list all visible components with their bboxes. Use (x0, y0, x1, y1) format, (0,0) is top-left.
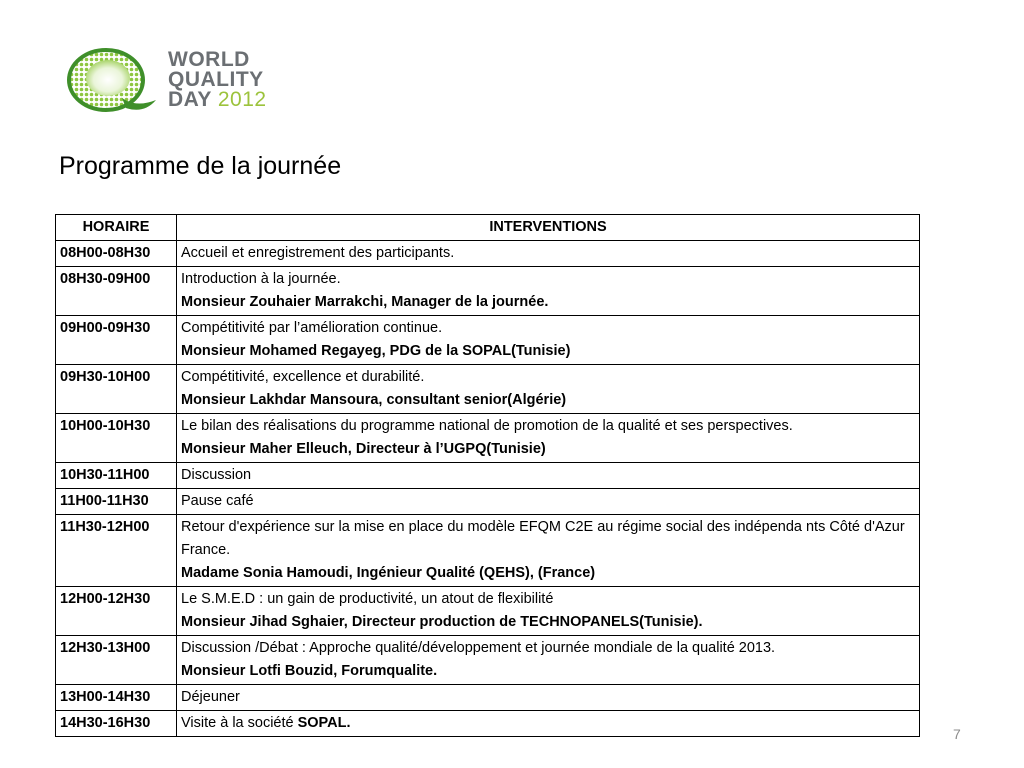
intervention-speaker: Monsieur Jihad Sghaier, Directeur production de TECHNOPANELS(Tunisie). (181, 614, 703, 630)
table-row (56, 267, 920, 316)
globe-q-icon (64, 42, 174, 122)
row-time: 12H00-12H30 (56, 587, 177, 636)
row-intervention (177, 241, 920, 267)
row-time: 10H30-11H00 (56, 463, 177, 489)
table-row (56, 463, 920, 489)
table-row (56, 636, 920, 685)
table-row (56, 711, 920, 737)
intervention-text: Le bilan des réalisations du programme national de promotion de la qualité et ses perspectives. (181, 418, 793, 434)
table-row (56, 414, 920, 463)
intervention-text: Le S.M.E.D : un gain de productivité, un atout de flexibilité (181, 591, 554, 607)
row-time: 12H30-13H00 (56, 636, 177, 685)
intervention-text: Discussion /Débat : Approche qualité/développement et journée mondiale de la qualité 2013. (181, 640, 776, 656)
page-number: 7 (953, 726, 961, 742)
intervention-speaker: Monsieur Zouhaier Marrakchi, Manager de la journée. (181, 294, 549, 310)
table-row (56, 685, 920, 711)
intervention-speaker: Monsieur Mohamed Regayeg, PDG de la SOPAL(Tunisie) (181, 343, 571, 359)
row-intervention (177, 316, 920, 365)
intervention-text: Pause café (181, 493, 254, 509)
intervention-speaker: SOPAL. (297, 715, 351, 731)
logo-wordmark (168, 50, 267, 110)
intervention-speaker: Monsieur Lotfi Bouzid, Forumqualite. (181, 663, 438, 679)
logo-year: 2012 (217, 88, 267, 111)
table-row (56, 587, 920, 636)
row-time: 13H00-14H30 (56, 685, 177, 711)
row-intervention (177, 489, 920, 515)
row-intervention (177, 636, 920, 685)
row-intervention (177, 515, 920, 587)
row-time: 14H30-16H30 (56, 711, 177, 737)
table-row (56, 515, 920, 587)
page-title: Programme de la journée (59, 152, 342, 180)
row-time: 09H30-10H00 (56, 365, 177, 414)
row-time: 11H30-12H00 (56, 515, 177, 587)
row-intervention (177, 414, 920, 463)
table-row (56, 365, 920, 414)
world-quality-day-logo (64, 42, 294, 132)
logo-line-2: QUALITY (168, 68, 264, 91)
row-intervention (177, 463, 920, 489)
table-row (56, 316, 920, 365)
intervention-text: Compétitivité, excellence et durabilité. (181, 369, 425, 385)
table-header-row (56, 215, 920, 241)
header-horaire: HORAIRE (56, 215, 177, 241)
row-time: 08H00-08H30 (56, 241, 177, 267)
intervention-text: Compétitivité par l’amélioration continue. (181, 320, 443, 336)
row-time: 10H00-10H30 (56, 414, 177, 463)
intervention-text: Discussion (181, 467, 252, 483)
table-row (56, 489, 920, 515)
intervention-text: Introduction à la journée. (181, 271, 341, 287)
intervention-text: Déjeuner (181, 689, 240, 705)
intervention-speaker: Madame Sonia Hamoudi, Ingénieur Qualité (QEHS), (France) (181, 565, 596, 581)
row-intervention (177, 685, 920, 711)
intervention-text: Retour d'expérience sur la mise en place du modèle EFQM C2E au régime social des indépenda nts Côté d'Azur France. (181, 519, 905, 558)
header-interventions: INTERVENTIONS (177, 215, 920, 241)
programme-table (55, 214, 920, 737)
logo-line-1: WORLD (168, 48, 250, 71)
row-time: 08H30-09H00 (56, 267, 177, 316)
intervention-text: Visite à la société (181, 715, 298, 731)
table-row (56, 241, 920, 267)
logo-line-3 (168, 90, 267, 110)
row-intervention (177, 587, 920, 636)
intervention-speaker: Monsieur Maher Elleuch, Directeur à l’UGPQ(Tunisie) (181, 441, 546, 457)
logo-day: DAY (168, 88, 212, 111)
intervention-speaker: Monsieur Lakhdar Mansoura, consultant senior(Algérie) (181, 392, 567, 408)
programme-rows (56, 241, 920, 737)
intervention-text: Accueil et enregistrement des participants. (181, 245, 455, 261)
row-intervention (177, 267, 920, 316)
row-time: 11H00-11H30 (56, 489, 177, 515)
row-intervention (177, 711, 920, 737)
row-time: 09H00-09H30 (56, 316, 177, 365)
row-intervention (177, 365, 920, 414)
